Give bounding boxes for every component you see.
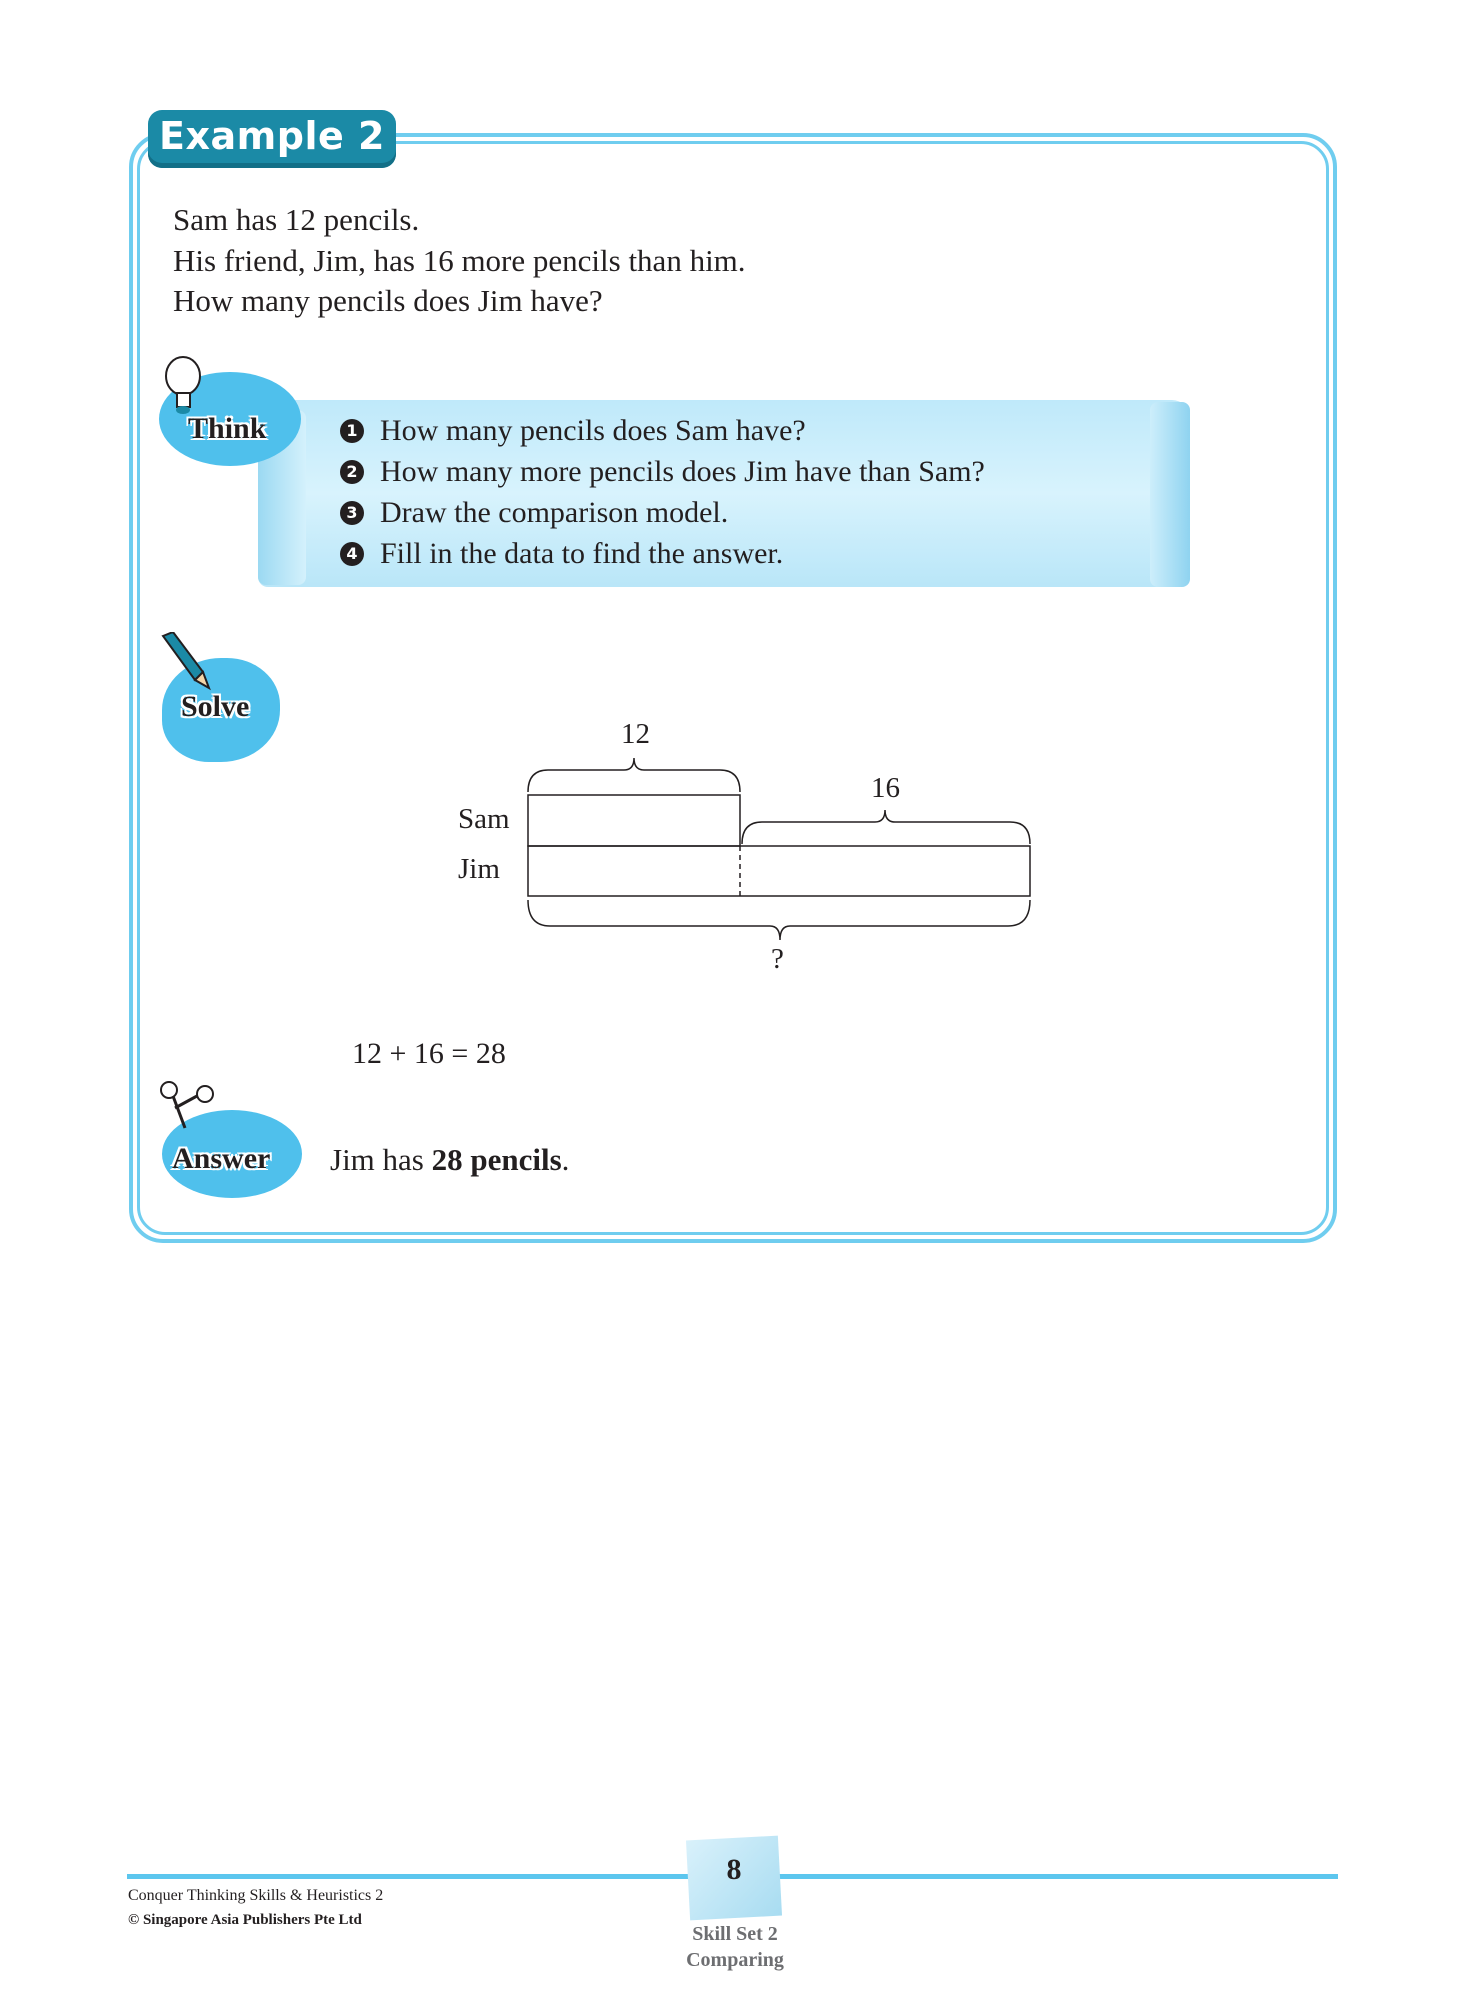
step-number: 2 bbox=[340, 460, 364, 484]
step-number: 1 bbox=[340, 419, 364, 443]
think-steps bbox=[340, 410, 985, 574]
pencil-icon bbox=[155, 632, 215, 692]
brace-12 bbox=[528, 758, 740, 792]
brace-16 bbox=[742, 810, 1030, 844]
skill-set-number: Skill Set 2 bbox=[692, 1923, 778, 1945]
answer-text bbox=[330, 1142, 569, 1178]
step-text: How many pencils does Sam have? bbox=[380, 414, 806, 447]
jim-label: Jim bbox=[458, 853, 500, 885]
sam-bar bbox=[528, 795, 740, 846]
step-number: 3 bbox=[340, 501, 364, 525]
unknown-label: ? bbox=[771, 943, 784, 975]
sam-label: Sam bbox=[458, 803, 510, 835]
book-title: Conquer Thinking Skills & Heuristics 2 bbox=[128, 1887, 384, 1904]
answer-suffix: . bbox=[561, 1142, 570, 1177]
difference-label: 16 bbox=[871, 772, 900, 804]
answer-value: 28 pencils bbox=[431, 1142, 562, 1177]
think-step bbox=[340, 410, 985, 451]
skill-set bbox=[650, 1921, 820, 1973]
step-number: 4 bbox=[340, 542, 364, 566]
step-text: How many more pencils does Jim have than Sam? bbox=[380, 455, 985, 488]
think-step bbox=[340, 533, 985, 574]
think-label: Think bbox=[188, 412, 267, 445]
problem-line: His friend, Jim, has 16 more pencils than him. bbox=[173, 242, 746, 278]
think-step bbox=[340, 451, 985, 492]
sam-value-label: 12 bbox=[621, 718, 650, 750]
comparison-model bbox=[440, 720, 1060, 990]
jim-bar bbox=[528, 846, 1030, 896]
think-step bbox=[340, 492, 985, 533]
skill-set-name: Comparing bbox=[686, 1949, 784, 1971]
copyright: © Singapore Asia Publishers Pte Ltd bbox=[128, 1912, 362, 1928]
keys-icon bbox=[155, 1078, 225, 1138]
problem-text bbox=[173, 200, 746, 322]
step-text: Draw the comparison model. bbox=[380, 496, 729, 529]
equation: 12 + 16 = 28 bbox=[352, 1037, 506, 1070]
answer-label: Answer bbox=[172, 1142, 271, 1175]
problem-line: How many pencils does Jim have? bbox=[173, 283, 603, 318]
example-title: Example 2 bbox=[148, 110, 396, 168]
solve-label: Solve bbox=[181, 690, 250, 723]
footer-credits bbox=[128, 1884, 383, 1932]
problem-line: Sam has 12 pencils. bbox=[173, 202, 420, 237]
scroll-right-curl bbox=[1150, 402, 1190, 587]
brace-total bbox=[528, 900, 1030, 940]
page-number: 8 bbox=[726, 1853, 742, 1886]
step-text: Fill in the data to find the answer. bbox=[380, 537, 784, 570]
answer-prefix: Jim has bbox=[330, 1142, 432, 1177]
